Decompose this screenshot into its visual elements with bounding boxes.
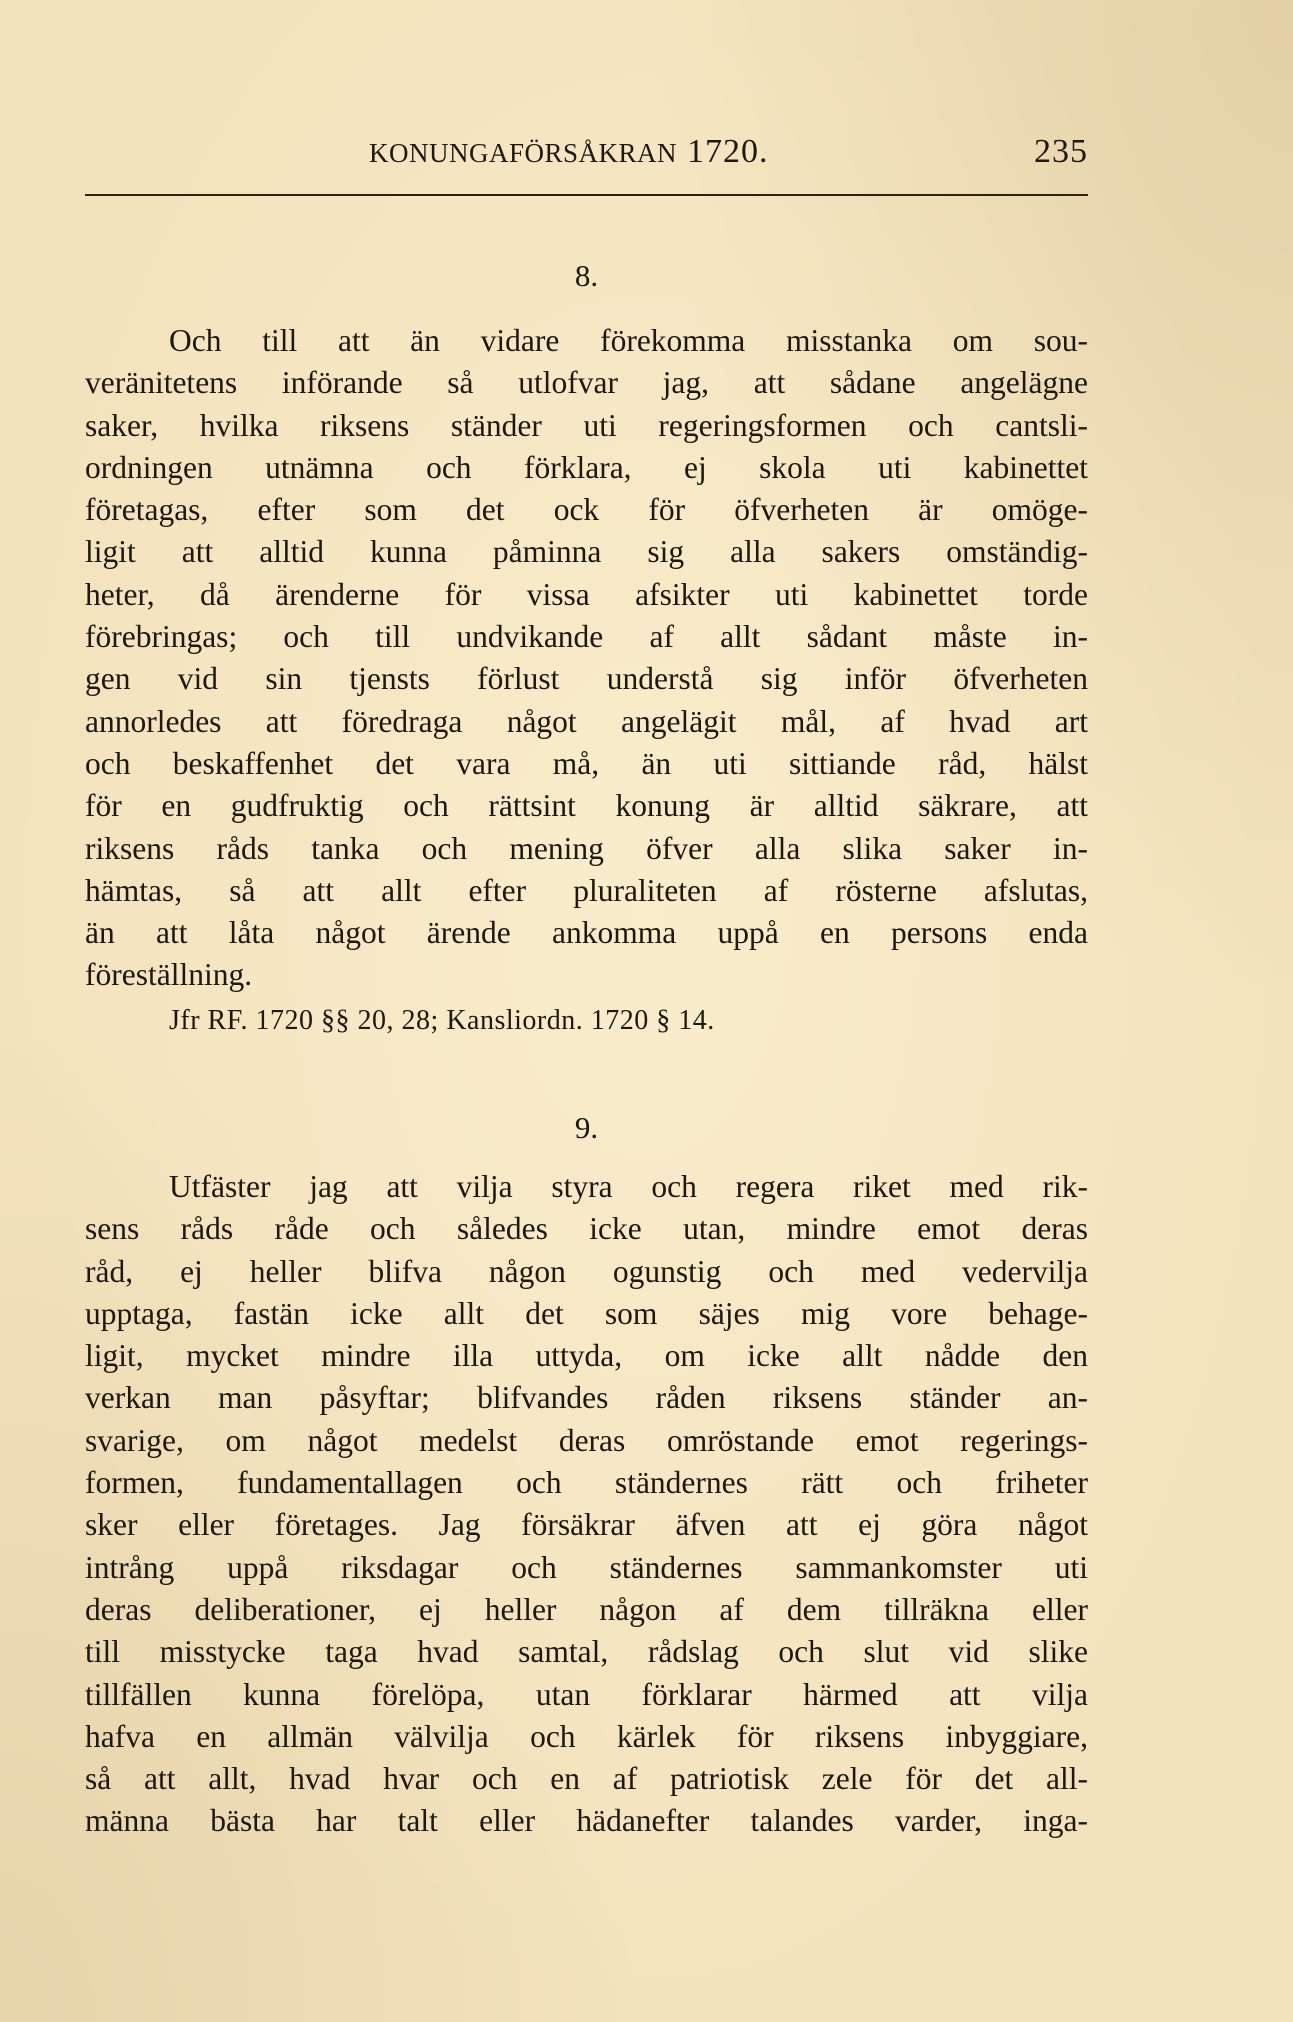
- paragraph-line: förebringas; och till undvikande af allt sådant måste in-: [85, 619, 1088, 655]
- running-year: 1720.: [687, 133, 769, 170]
- paragraph-line: ordningen utnämna och förklara, ej skola uti kabinettet: [85, 449, 1088, 485]
- paragraph-line: än att låta något ärende ankomma uppå en persons enda: [85, 915, 1088, 951]
- paragraph-line: veränitetens införande så utlofvar jag, att sådane angelägne: [85, 365, 1088, 401]
- paragraph-line: sens råds råde och således icke utan, mindre emot deras: [85, 1211, 1088, 1247]
- paragraph-line: formen, fundamentallagen och ständernes rätt och friheter: [85, 1465, 1088, 1501]
- paragraph-line: och beskaffenhet det vara må, än uti sittiande råd, hälst: [85, 745, 1088, 781]
- running-head: [85, 133, 1088, 177]
- paragraph-line: sker eller företages. Jag försäkrar äfven att ej göra något: [85, 1507, 1088, 1543]
- paragraph-line: tillfällen kunna förelöpa, utan förklarar härmed att vilja: [85, 1676, 1088, 1712]
- paragraph-line: verkan man påsyftar; blifvandes råden riksens ständer an-: [85, 1380, 1088, 1416]
- section-9-paragraph: [85, 1166, 1088, 1843]
- paragraph-line: för en gudfruktig och rättsint konung är alltid säkrare, att: [85, 788, 1088, 824]
- paragraph-line: Utfäster jag att vilja styra och regera riket med rik-: [169, 1169, 1088, 1204]
- paragraph-line: ligit att alltid kunna påminna sig alla sakers omständig-: [85, 534, 1088, 570]
- paragraph-line: heter, då ärenderne för vissa afsikter uti kabinettet torde: [85, 576, 1088, 612]
- page-number: 235: [1034, 133, 1088, 170]
- paragraph-line: så att allt, hvad hvar och en af patriotisk zele för det all-: [85, 1761, 1088, 1797]
- paragraph-line: Och till att än vidare förekomma misstanka om sou-: [169, 323, 1088, 358]
- paragraph-line: intrång uppå riksdagar och ständernes sammankomster uti: [85, 1549, 1088, 1585]
- paragraph-line: männa bästa har talt eller hädanefter talandes varder, inga-: [85, 1803, 1088, 1839]
- header-rule: [85, 194, 1088, 196]
- paragraph-line: till misstycke taga hvad samtal, rådslag och slut vid slike: [85, 1634, 1088, 1670]
- paragraph-line: riksens råds tanka och mening öfver alla slika saker in-: [85, 830, 1088, 866]
- paragraph-line: deras deliberationer, ej heller någon af dem tillräkna eller: [85, 1591, 1088, 1627]
- paragraph-line: råd, ej heller blifva någon ogunstig och med vedervilja: [85, 1253, 1088, 1289]
- section-8-reference: Jfr RF. 1720 §§ 20, 28; Kansliordn. 1720 § 14.: [169, 1005, 715, 1036]
- paragraph-line: gen vid sin tjensts förlust understå sig inför öfverheten: [85, 661, 1088, 697]
- paragraph-line: upptaga, fastän icke allt det som säjes mig vore behage-: [85, 1295, 1088, 1331]
- paragraph-line: ligit, mycket mindre illa uttyda, om icke allt nådde den: [85, 1338, 1088, 1374]
- running-title: [369, 133, 769, 171]
- paragraph-line: saker, hvilka riksens ständer uti regeringsformen och cantsli-: [85, 407, 1088, 443]
- paragraph-line: företagas, efter som det ock för öfverheten är omöge-: [85, 492, 1088, 528]
- paragraph-line: föreställning.: [85, 957, 253, 993]
- running-title-text: KONUNGAFÖRSÅKRAN: [369, 138, 678, 168]
- section-8-paragraph: [85, 320, 1088, 997]
- paragraph-line: svarige, om något medelst deras omröstande emot regerings-: [85, 1422, 1088, 1458]
- section-number-9: 9.: [574, 1110, 599, 1145]
- paragraph-line: hafva en allmän välvilja och kärlek för riksens inbyggiare,: [85, 1718, 1088, 1754]
- paragraph-line: hämtas, så att allt efter pluraliteten af rösterne afslutas,: [85, 872, 1088, 908]
- section-number-8: 8.: [574, 258, 599, 293]
- paragraph-line: annorledes att föredraga något angelägit mål, af hvad art: [85, 703, 1088, 739]
